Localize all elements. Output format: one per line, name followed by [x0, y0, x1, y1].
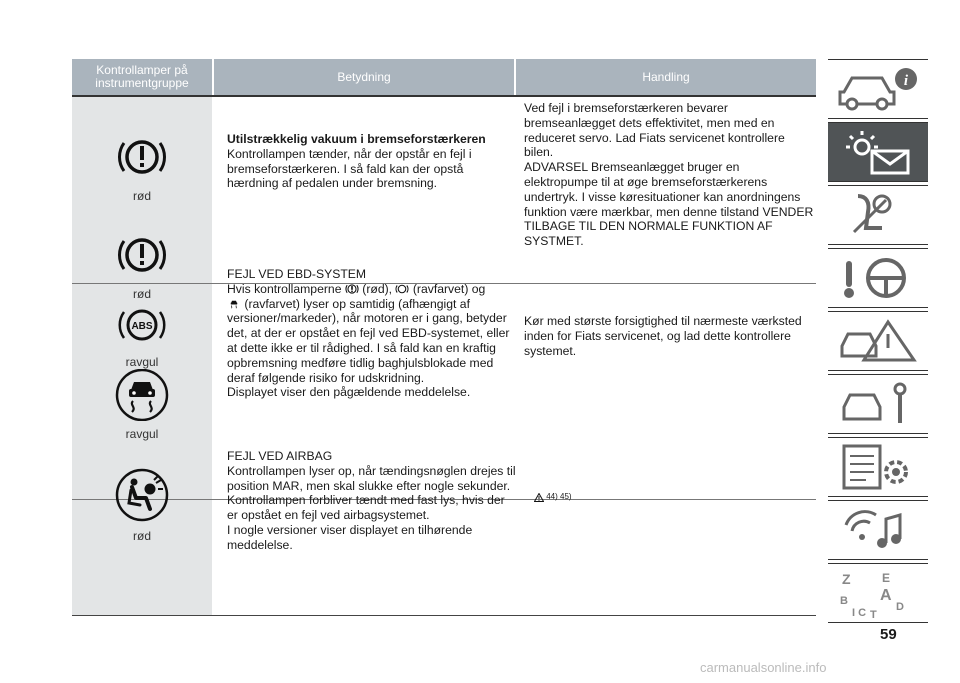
- esc-skid-icon: [114, 369, 170, 421]
- technical-data-icon: [836, 442, 920, 492]
- tab-technical-data[interactable]: [828, 437, 928, 497]
- index-icon: [836, 568, 920, 620]
- svg-text:i: i: [903, 73, 909, 89]
- row2-icons: [72, 229, 212, 441]
- tab-emergency[interactable]: [828, 311, 928, 371]
- seat-safety-icon: [836, 190, 920, 240]
- brake-warning-icon: [116, 229, 168, 281]
- brake-warning-icon: [116, 131, 168, 183]
- icon-color-label: rød: [133, 189, 151, 203]
- brake-warning-icon: [345, 282, 359, 296]
- multimedia-icon: [836, 505, 920, 555]
- row2-meaning-text-a: Hvis kontrollamperne: [227, 281, 342, 296]
- row2-meaning: [227, 267, 517, 400]
- action-references: 44) 45): [546, 492, 572, 501]
- svg-text:A: A: [880, 587, 892, 604]
- row3-meaning-heading: FEJL VED AIRBAG: [227, 449, 333, 463]
- warning-triangle-icon: [534, 493, 544, 502]
- icon-color-label: ravgul: [125, 355, 159, 369]
- row2-meaning-line2: [227, 297, 517, 386]
- row1-action: Ved fejl i bremseforstærkeren bevarer bremseanlægget dets effektivitet, men med en reduceret servo. Lad Fiats servicenet kontrollere bilen. ADVARSEL Bremseanlægget bruger en elektropumpe til at øge bremseforstærkerens undertryk. I visse køresituationer kan anordningens funktion være mærkbar, men denne tilstand VENDER TILBAGE TIL DEN NORMALE FUNKTION AF SYSTMET.: [524, 101, 814, 249]
- emergency-icon: [836, 316, 920, 366]
- row2-action: Kør med største forsigtighed til nærmeste værksted inden for Fiats servicenet, og lad dette kontrollere systemet.: [524, 314, 802, 358]
- row2-meaning-heading: FEJL VED EBD-SYSTEM: [227, 267, 367, 281]
- tab-index[interactable]: [828, 563, 928, 623]
- svg-text:D: D: [896, 601, 904, 613]
- row3-action: [534, 492, 826, 502]
- watermark: carmanualsonline.info: [700, 660, 827, 675]
- svg-text:E: E: [882, 571, 891, 585]
- row2-meaning-line3: Displayet viser den pågældende meddelelse.: [227, 385, 471, 400]
- row1-meaning-title: Utilstrækkelig vakuum i bremseforstærkeren: [227, 132, 486, 146]
- maintenance-icon: [836, 379, 920, 429]
- table-bottom-rule: [72, 615, 816, 616]
- car-info-icon: [836, 64, 920, 114]
- tab-starting-driving[interactable]: [828, 248, 928, 308]
- row2-meaning-line1: [227, 282, 517, 297]
- tab-multimedia[interactable]: [828, 500, 928, 560]
- header-betydning: Betydning: [214, 59, 514, 95]
- page-number: 59: [880, 626, 897, 643]
- row1-meaning-body: Kontrollampen tænder, når der opstår en fejl i bremseforstærkeren. I så fald kan der opstå hærdning af pedalen under bremsning.: [227, 146, 472, 191]
- row1-meaning: [227, 132, 517, 191]
- icon-color-label: rød: [133, 287, 151, 301]
- icon-color-label: rød: [133, 529, 151, 543]
- tab-warning-lights[interactable]: [828, 122, 928, 182]
- row3-meaning-line3: I nogle versioner viser displayet en tilhørende meddelelse.: [227, 522, 473, 552]
- abs-icon: [116, 301, 168, 349]
- esc-skid-icon: [227, 297, 241, 311]
- svg-text:T: T: [870, 609, 877, 620]
- icon-color-label: ravgul: [125, 427, 159, 441]
- row2-meaning-text-c: (ravfarvet) og: [412, 281, 486, 296]
- abs-icon: [395, 282, 409, 296]
- header-handling: Handling: [516, 59, 816, 95]
- row2-meaning-text-d: (ravfarvet) lyser op samtidig (afhængigt af versioner/markeder), når motoren er i gang, betyder det, at der er opstået en fejl ved EBD-systemet, eller at dette ikke er til rådighed. I så fald kan en kraftig opbremsning medføre tidlig baghjulsblokade med deraf følgende risiko for udskridning.: [227, 296, 510, 385]
- svg-text:ABS: ABS: [131, 321, 153, 332]
- svg-text:B: B: [840, 595, 848, 607]
- svg-text:Z: Z: [842, 571, 851, 587]
- tab-maintenance[interactable]: [828, 374, 928, 434]
- airbag-icon: [114, 467, 170, 523]
- row1-icons: [72, 131, 212, 203]
- warning-lights-message-icon: [836, 127, 920, 177]
- starting-driving-icon: [836, 253, 920, 303]
- tab-safety[interactable]: [828, 185, 928, 245]
- row3-icons: [72, 467, 212, 543]
- header-kontrollamper: Kontrollamper på instrumentgruppe: [72, 59, 212, 95]
- tab-car-info[interactable]: [828, 59, 928, 119]
- svg-text:I C: I C: [852, 607, 867, 619]
- row3-meaning-body: Kontrollampen lyser op, når tændingsnøglen drejes til position MAR, men skal slukke efter nogle sekunder. Kontrollampen forbliver tændt med fast lys, hvis der er opstået en fejl ved airbagsystemet.: [227, 463, 516, 523]
- row3-meaning: [227, 449, 517, 553]
- row2-meaning-text-b: (rød),: [362, 281, 393, 296]
